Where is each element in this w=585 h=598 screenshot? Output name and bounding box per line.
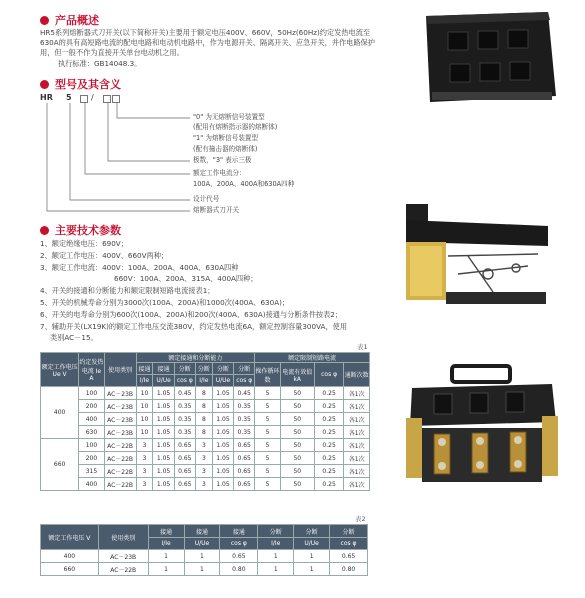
table-cell: 1.05 (212, 400, 233, 413)
t2-s4: I/Ie (258, 538, 294, 550)
tech-item-5: 5、开关的机械寿命分别为3000次(100A、200A)和1000次(400A、630A)； (40, 298, 290, 307)
table-cell: 50 (280, 387, 314, 400)
table-cell: 1 (184, 563, 220, 576)
t1-h-voltage: 额定工作电压 Ue V (41, 353, 79, 387)
table-cell: 1.05 (153, 478, 174, 491)
t1-h-off2c: 分断 (234, 363, 255, 375)
tech-item-1: 1、额定绝缘电压：690V； (40, 239, 128, 248)
t2-h-on2: 接通 (184, 525, 220, 538)
table-cell: 0.25 (314, 439, 344, 452)
table-cell: 0.65 (234, 465, 255, 478)
table-cell: 0.25 (314, 478, 344, 491)
table2-label: 表2 (355, 515, 366, 523)
t2-h-category: 使用类别 (98, 525, 148, 550)
table-cell: 0.25 (314, 387, 344, 400)
table-cell: 1 (294, 550, 330, 563)
table-cell: 0.65 (174, 478, 195, 491)
table-cell: 0.25 (314, 426, 344, 439)
t1-s-cos: cos φ (174, 375, 195, 387)
table-cell: 3 (195, 478, 212, 491)
table-cell: 1.05 (153, 413, 174, 426)
model-ann-7: 设计代号 (193, 195, 220, 203)
t1-s-uue2: U/Ue (212, 375, 233, 387)
table-cell: 0.25 (314, 465, 344, 478)
model-ann-8: 熔断器式刀开关 (193, 206, 240, 214)
table-cell: AC－23B (98, 550, 148, 563)
table-cell: 1.05 (153, 387, 174, 400)
t1-s-ile2: I/Ie (195, 375, 212, 387)
table-cell: 50 (280, 439, 314, 452)
table-cell: 50 (280, 452, 314, 465)
table-cell: 400 (79, 413, 104, 426)
table-cell: 0.25 (314, 452, 344, 465)
model-ann-1: (配用有熔断指示器的熔断体) (193, 123, 278, 131)
table-cell: 50 (280, 465, 314, 478)
t2-h-on1: 接通 (148, 525, 184, 538)
model-ann-0: "0" 为无熔断信号装置型 (193, 113, 265, 121)
t2-s3: cos φ (220, 538, 258, 550)
table-cell: 3 (136, 478, 153, 491)
t1-h-on2: 接通 (153, 363, 174, 375)
table-cell: AC－23B (104, 426, 136, 439)
table-cell: 5 (255, 426, 280, 439)
tech-item-7: 7、辅助开关(LX19K)的额定工作电压交流380V，约定发热电流6A，额定控制容量300VA，使用 (40, 322, 348, 331)
product-photo-side (398, 196, 558, 316)
table-cell: 各1次 (344, 400, 370, 413)
table-cell: AC－23B (104, 387, 136, 400)
table1-body (41, 387, 370, 491)
table-cell: 50 (280, 478, 314, 491)
t2-h-off3: 分断 (330, 525, 368, 538)
table-cell: 1 (258, 563, 294, 576)
table-cell: 1 (148, 550, 184, 563)
model-ann-3: (配有撞击器的熔断体) (193, 145, 258, 153)
table-cell: 1 (184, 550, 220, 563)
table-cell: 1.05 (153, 452, 174, 465)
table-row (41, 413, 370, 426)
table-cell: 1.05 (212, 478, 233, 491)
table-cell: 5 (255, 400, 280, 413)
table-cell: 0.65 (234, 439, 255, 452)
tech-item-3: 3、额定工作电流：400V：100A、200A、400A、630A四种 (40, 263, 239, 272)
table-cell: 1.05 (212, 465, 233, 478)
table-cell: 各1次 (344, 478, 370, 491)
table-cell: AC－23B (104, 413, 136, 426)
table-2 (40, 524, 368, 576)
table-row (41, 439, 370, 452)
table-cell: 3 (136, 452, 153, 465)
table-cell: 0.65 (330, 550, 368, 563)
table-cell: 0.65 (174, 452, 195, 465)
model-ann-5: 额定工作电流分： (193, 169, 246, 177)
table-row (41, 387, 370, 400)
table-cell: 1.05 (212, 439, 233, 452)
t1-h-on: 接通 (136, 363, 153, 375)
table-cell: 各1次 (344, 387, 370, 400)
table-cell: 0.65 (234, 478, 255, 491)
table-cell: 1.05 (153, 426, 174, 439)
t2-s6: cos φ (330, 538, 368, 550)
t1-s-uue: U/Ue (153, 375, 174, 387)
table-row (41, 426, 370, 439)
table-cell: 0.35 (234, 413, 255, 426)
tech-item-7b: 类别AC－15。 (50, 333, 98, 342)
overview-paragraph: HR5系列熔断器式刀开关(以下简称开关)主要用于额定电压400V、660V，50Hz(60Hz)约定发热电流至630A的具有高短路电流的配电电路和电动机电路中，作为电源开关、隔离开关、应急开关，并作电路保护用，但一般不作为直接开关单台电动机之用。 (40, 28, 375, 57)
table-cell: 1 (148, 563, 184, 576)
table-cell: 200 (79, 400, 104, 413)
table-cell: 5 (255, 452, 280, 465)
table-cell: AC－22B (104, 478, 136, 491)
table-cell: 10 (136, 387, 153, 400)
table-cell: 10 (136, 426, 153, 439)
table-cell: 1.05 (212, 413, 233, 426)
table-cell: 各1次 (344, 452, 370, 465)
table-cell: AC－22B (104, 452, 136, 465)
table-cell: 0.45 (234, 387, 255, 400)
table-cell: 10 (136, 413, 153, 426)
table-cell: 5 (255, 413, 280, 426)
table2-body (41, 550, 368, 576)
model-ann-2: "1" 为熔断信号装置型 (193, 134, 259, 142)
tech-item-3b: 660V：100A、200A、315A、400A四种； (114, 274, 258, 283)
table-cell: 1.05 (212, 426, 233, 439)
table-cell: 1.05 (153, 465, 174, 478)
table-cell: 1.05 (153, 439, 174, 452)
table-cell: 各1次 (344, 426, 370, 439)
table-cell: AC－22B (104, 465, 136, 478)
table-cell: 3 (136, 465, 153, 478)
t1-h-current: 约定发热电流 Ie A (79, 353, 104, 387)
table-cell: 3 (195, 439, 212, 452)
table-cell: 1 (258, 550, 294, 563)
table-cell: 8 (195, 426, 212, 439)
table-cell: 660 (41, 563, 99, 576)
table-cell: 5 (255, 465, 280, 478)
t1-h-cos: cos φ (314, 363, 344, 387)
table-cell: 8 (195, 400, 212, 413)
table-cell: 0.35 (174, 426, 195, 439)
t1-h-group1: 额定接通和分断能力 (136, 353, 255, 363)
table-cell: 0.80 (220, 563, 258, 576)
t1-s-cos2: cos φ (234, 375, 255, 387)
table-cell: 1.05 (212, 387, 233, 400)
t1-h-off2b: 分断 (212, 363, 233, 375)
table-cell: 0.35 (174, 400, 195, 413)
t1-h-pre: 电流有效值kA (280, 363, 314, 387)
t2-h-off1: 分断 (258, 525, 294, 538)
table-cell: 100 (79, 387, 104, 400)
table-cell: 400 (79, 478, 104, 491)
overview-standard: 执行标准：GB14048.3。 (58, 59, 142, 68)
table-cell: 5 (255, 478, 280, 491)
t2-h-off2: 分断 (294, 525, 330, 538)
section-title-tech: 主要技术参数 (40, 222, 121, 238)
model-ann-4: 极数，"3" 表示三极 (193, 156, 252, 164)
table-cell: 50 (280, 426, 314, 439)
table-cell: 3 (195, 465, 212, 478)
table-cell: 200 (79, 452, 104, 465)
table-cell: AC－23B (104, 400, 136, 413)
table-cell: AC－22B (98, 563, 148, 576)
model-ann-6: 100A、200A、400A和630A四种 (193, 180, 295, 188)
tech-item-2: 2、额定工作电压：400V、660V两种； (40, 251, 169, 260)
table-cell: 0.35 (234, 400, 255, 413)
table-cell: 1.05 (153, 400, 174, 413)
t1-h-group2: 额定限制短路电流 (255, 353, 370, 363)
table-row (41, 550, 368, 563)
table-cell: 0.65 (174, 439, 195, 452)
table-cell: 各1次 (344, 439, 370, 452)
table-cell: 0.25 (314, 400, 344, 413)
section-title-overview: 产品概述 (40, 12, 99, 28)
table-cell: 3 (195, 452, 212, 465)
table1-label: 表1 (357, 343, 368, 351)
table-cell: 各1次 (344, 465, 370, 478)
table-cell: 0.25 (314, 413, 344, 426)
table-cell: 50 (280, 413, 314, 426)
tech-item-6: 6、开关的电寿命分别为600次(100A、200A)和200次(400A、630A)接通与分断条件按表2； (40, 310, 343, 319)
t2-s2: U/Ue (184, 538, 220, 550)
t1-h-cycles: 操作循环数 (255, 363, 280, 387)
t1-h-off: 分断 (174, 363, 195, 375)
table-cell: 10 (136, 400, 153, 413)
table-cell: 5 (255, 439, 280, 452)
table-cell: 0.80 (330, 563, 368, 576)
product-photo-front (420, 6, 560, 106)
t2-s1: I/Ie (148, 538, 184, 550)
table-cell: 50 (280, 400, 314, 413)
table-row (41, 465, 370, 478)
t2-h-on3: 接通 (220, 525, 258, 538)
table-cell: 1.05 (212, 452, 233, 465)
table-1 (40, 352, 370, 491)
product-photo-open (404, 362, 560, 492)
model-code-slash: / (91, 93, 94, 102)
table-cell: 0.65 (234, 452, 255, 465)
table-cell: 0.65 (174, 465, 195, 478)
model-code-5: 5 (66, 93, 72, 102)
table-row (41, 400, 370, 413)
table-cell: 8 (195, 387, 212, 400)
model-code-hr: HR (40, 93, 53, 102)
table-cell: 0.45 (174, 387, 195, 400)
t1-h-off2: 分断 (195, 363, 212, 375)
tech-item-4: 4、开关的接通和分断能力和额定限制短路电流接表1； (40, 286, 215, 295)
table-row (41, 563, 368, 576)
table-row (41, 478, 370, 491)
table-cell: 315 (79, 465, 104, 478)
table-cell: 400 (41, 550, 99, 563)
table-cell: AC－22B (104, 439, 136, 452)
table-cell: 8 (195, 413, 212, 426)
t1-h-category: 使用类别 (104, 353, 136, 387)
section-title-model: 型号及其含义 (40, 76, 121, 92)
table-cell: 5 (255, 387, 280, 400)
table-cell: 630 (79, 426, 104, 439)
t2-s5: U/Ue (294, 538, 330, 550)
table-cell: 0.35 (234, 426, 255, 439)
table-row (41, 452, 370, 465)
table-cell: 100 (79, 439, 104, 452)
table-cell: 0.35 (174, 413, 195, 426)
table-cell: 1 (294, 563, 330, 576)
table-cell: 3 (136, 439, 153, 452)
t2-h-voltage: 额定工作电压 V (41, 525, 99, 550)
table-cell: 400 (41, 387, 79, 439)
t1-s-ile: I/Ie (136, 375, 153, 387)
table-cell: 各1次 (344, 413, 370, 426)
table-cell: 660 (41, 439, 79, 491)
table-cell: 0.65 (220, 550, 258, 563)
t1-h-count: 通断次数 (344, 363, 370, 387)
